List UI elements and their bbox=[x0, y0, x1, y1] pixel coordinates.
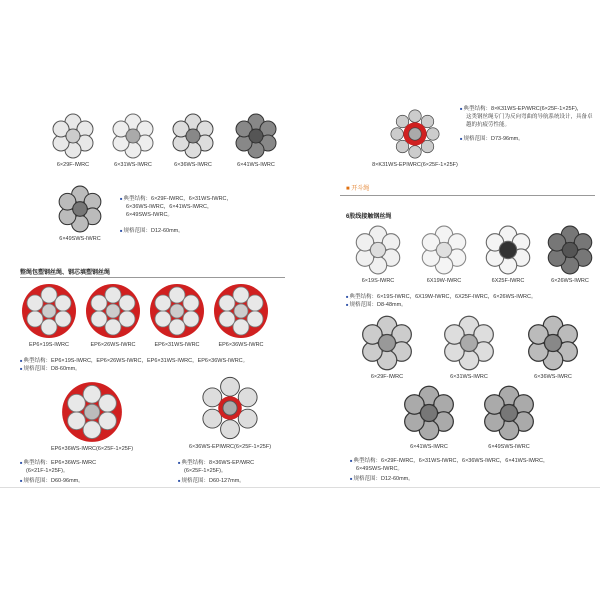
rope-caption: EP6×36WS-IWRC(6×25F-1×25F) bbox=[50, 446, 134, 452]
section-divider bbox=[340, 195, 595, 196]
rope-6-strand-icon bbox=[481, 385, 537, 441]
rope-6-strand-icon bbox=[359, 315, 415, 371]
rope-6-strand-icon bbox=[401, 385, 457, 441]
desc-line: ■ 典型结构：6×29F-IWRC，6×31WS-IWRC， bbox=[120, 195, 232, 203]
rope-6-strand-icon bbox=[419, 225, 469, 275]
right-page bbox=[310, 85, 600, 525]
rope-red-core-icon bbox=[197, 375, 263, 441]
rope-caption: 6×36WS-IWRC bbox=[534, 374, 572, 380]
rope-6x36ws-b bbox=[522, 315, 584, 380]
plastic-rope-icon bbox=[213, 283, 269, 339]
desc-line: ■ 典型结构：EP6×36WS-IWRC bbox=[20, 459, 96, 467]
rope-caption: 6×29F-IWRC bbox=[370, 374, 404, 380]
rope-caption: 6×31WS-IWRC bbox=[450, 374, 488, 380]
desc-line: (6×21F-1×25F)。 bbox=[26, 468, 69, 474]
range-line: ■ 规格范围：D12-60mm。 bbox=[120, 227, 184, 235]
rope-caption: 6×36WS-IWRC bbox=[174, 162, 212, 168]
rope-6x19s bbox=[350, 225, 406, 284]
rope-caption: 6×31WS-IWRC bbox=[114, 162, 152, 168]
rope-caption: 6×41WS-IWRC bbox=[237, 162, 275, 168]
rope-6-strand-icon bbox=[56, 185, 104, 233]
rope-6-strand-icon bbox=[353, 225, 403, 275]
rope-caption: 6×26WS-IWRC bbox=[551, 278, 589, 284]
desc-line: ■ 典型结构：8×36WS-EP/WRC bbox=[178, 459, 254, 467]
desc-line: 越的抗疲劳性能。 bbox=[466, 122, 511, 128]
rope-caption: 6×49SWS-IWRC bbox=[59, 236, 101, 242]
page-bottom-divider bbox=[0, 487, 600, 488]
plastic-rope-2 bbox=[82, 283, 144, 348]
rope-6x29f-b bbox=[356, 315, 418, 380]
rope-6x31ws bbox=[108, 113, 158, 168]
section-divider bbox=[20, 277, 285, 278]
rope-6x31ws-b bbox=[438, 315, 500, 380]
desc-line: 6×36WS-IWRC，6×41WS-IWRC， bbox=[126, 204, 213, 210]
rope-6x19w bbox=[416, 225, 472, 284]
desc-line: 6×49SWS-IWRC。 bbox=[356, 466, 403, 472]
section-tag-label: 开斗绳 bbox=[351, 186, 370, 192]
rope-6x26ws bbox=[542, 225, 598, 284]
desc-line: ■ 典型结构：6×19S-IWRC，6X19W-IWRC，6X25F-IWRC，6×26WS-IWRC。 bbox=[346, 293, 536, 301]
left-page bbox=[0, 85, 290, 525]
rope-6x36ws bbox=[168, 113, 218, 168]
rope-caption: 6X19W-IWRC bbox=[426, 278, 462, 284]
rope-6-strand-icon bbox=[110, 113, 156, 159]
range-line: ■ 规格范围：D73-96mm。 bbox=[460, 135, 524, 143]
rope-caption: 6×49SWS-IWRC bbox=[488, 444, 530, 450]
rope-6-strand-dark-core-icon bbox=[483, 225, 533, 275]
rope-6x41ws-b bbox=[398, 385, 460, 450]
rope-8xk31ws bbox=[360, 109, 470, 168]
section-title: 整绳包塑钢丝绳、钢芯填塑钢丝绳 bbox=[20, 270, 111, 276]
rope-6-strand-icon bbox=[441, 315, 497, 371]
section-tag: ■ 开斗绳 bbox=[346, 186, 370, 192]
range-line: ■ 规格范围：D60-96mm。 bbox=[20, 477, 84, 485]
rope-caption: 8×K31WS-EPIWRC(6×25F-1×25F) bbox=[372, 162, 458, 168]
desc-line: ■ 典型结构：8×K31WS-EP/WRC(6×25F-1×25F)， bbox=[460, 105, 582, 113]
range-line: ■ 规格范围：D60-127mm。 bbox=[178, 477, 245, 485]
rope-6-strand-icon bbox=[525, 315, 581, 371]
rope-6x41ws bbox=[228, 113, 284, 168]
rope-caption: EP6×31WS-IWRC bbox=[154, 342, 200, 348]
rope-caption: 6×41WS-IWRC bbox=[410, 444, 448, 450]
plastic-rope-icon bbox=[21, 283, 77, 339]
rope-6-strand-icon bbox=[545, 225, 595, 275]
plastic-rope-icon bbox=[85, 283, 141, 339]
rope-caption: EP6×26WS-IWRC bbox=[90, 342, 136, 348]
desc-line: ■ 典型结构：6×29F-IWRC，6×31WS-IWRC，6×36WS-IWRC，6×41WS-IWRC， bbox=[350, 457, 549, 465]
desc-line: 这类钢丝绳专门为反向弯曲的导航系统设计，具备卓 bbox=[466, 114, 593, 120]
rope-ep-core-large bbox=[170, 375, 290, 450]
plastic-rope-4 bbox=[210, 283, 272, 348]
rope-6-strand-icon bbox=[50, 113, 96, 159]
plastic-rope-1 bbox=[18, 283, 80, 348]
rope-8-strand-red-core-icon bbox=[390, 109, 440, 159]
range-line: ■ 规格范围：D8-60mm。 bbox=[20, 365, 81, 373]
section-title: 6股线接触钢丝绳 bbox=[346, 214, 392, 220]
rope-caption: EP6×36WS-IWRC bbox=[218, 342, 264, 348]
rope-6-strand-icon bbox=[233, 113, 279, 159]
desc-line: (6×25F-1×25F)。 bbox=[184, 468, 227, 474]
rope-6x49sws-b bbox=[478, 385, 540, 450]
plastic-rope-large bbox=[22, 381, 162, 452]
rope-6-strand-icon bbox=[170, 113, 216, 159]
rope-caption: 6×36WS-EPIWRC(6×25F-1×25F) bbox=[188, 444, 272, 450]
rope-caption: 6×29F-IWRC bbox=[56, 162, 90, 168]
rope-6x25f bbox=[480, 225, 536, 284]
rope-6x49sws bbox=[52, 185, 108, 242]
desc-line: ■ 典型结构：EP6×19S-IWRC，EP6×26WS-IWRC，EP6×31WS-IWRC，EP6×36WS-IWRC。 bbox=[20, 357, 248, 365]
desc-line: 6×49SWS-IWRC。 bbox=[126, 212, 173, 218]
rope-caption: 6×19S-IWRC bbox=[361, 278, 395, 284]
plastic-rope-3 bbox=[146, 283, 208, 348]
rope-caption: EP6×19S-IWRC bbox=[29, 342, 69, 348]
range-line: ■ 规格范围：D12-60mm。 bbox=[350, 475, 414, 483]
range-line: ■ 规格范围：D8-48mm。 bbox=[346, 301, 407, 309]
rope-caption: 6X25F-IWRC bbox=[491, 278, 525, 284]
plastic-rope-icon bbox=[149, 283, 205, 339]
rope-6x29f bbox=[48, 113, 98, 168]
plastic-rope-icon bbox=[61, 381, 123, 443]
